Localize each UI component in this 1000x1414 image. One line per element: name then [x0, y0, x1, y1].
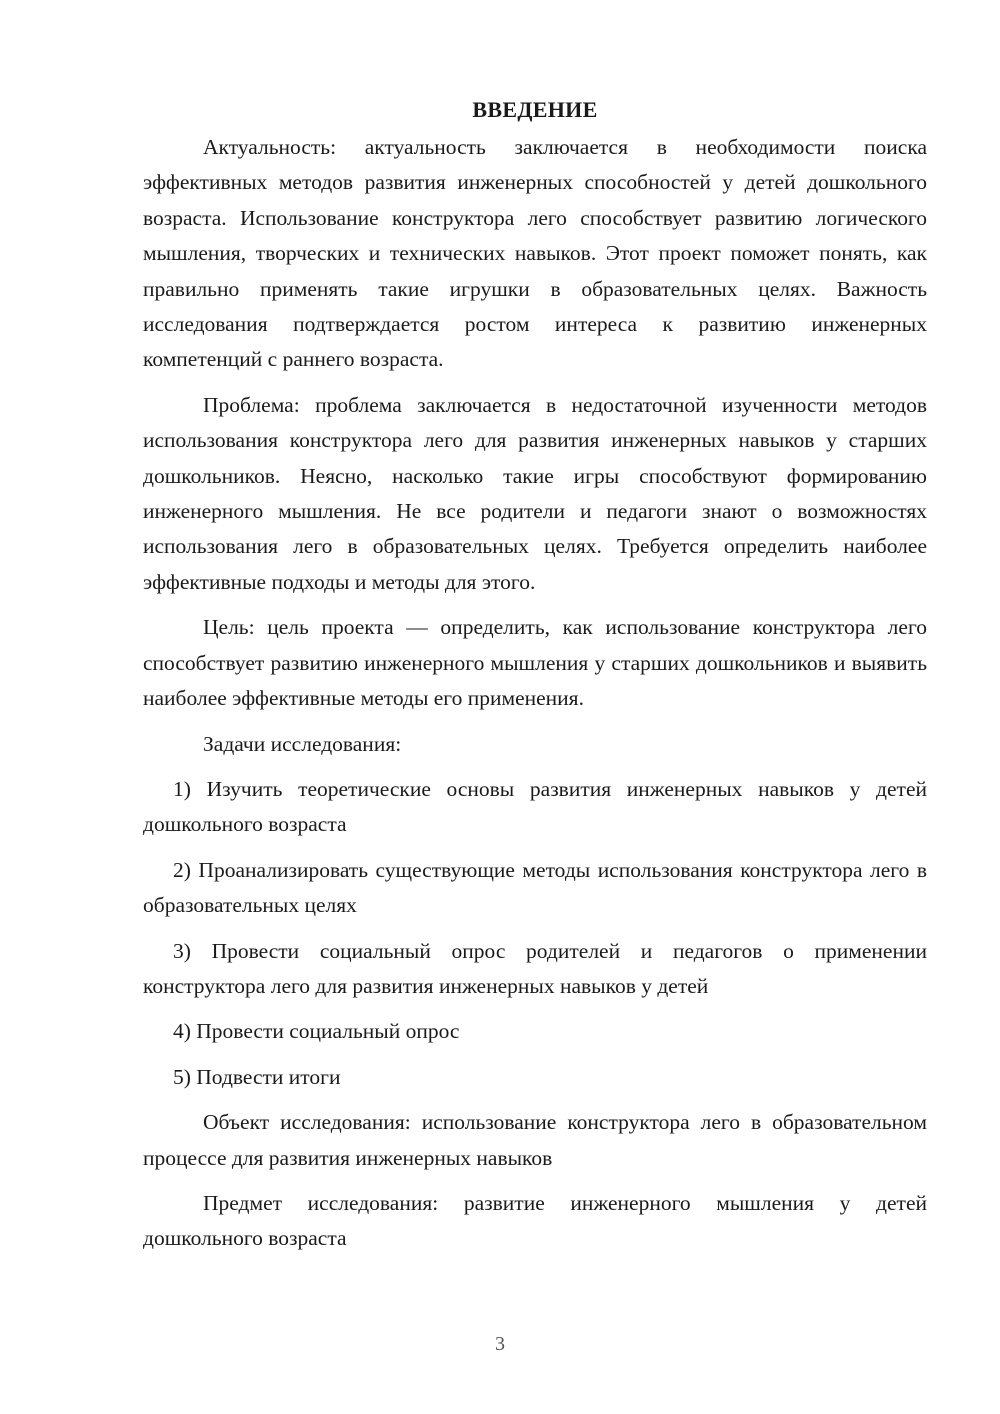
paragraph-research-subject: Предмет исследования: развитие инженерного мышления у детей дошкольного возраста — [143, 1190, 927, 1251]
task-item-2: 2) Проанализировать существующие методы использования конструктора лего в образовательных целях — [143, 857, 927, 918]
paragraph-tasks-heading: Задачи исследования: — [203, 731, 402, 756]
task-item-3: 3) Провести социальный опрос родителей и педагогов о применении конструктора лего для развития инженерных навыков у детей — [143, 938, 927, 998]
paragraph-research-object: Объект исследования: использование конструктора лего в образовательном процессе для развития инженерных навыков — [143, 1110, 927, 1170]
task-item-1: 1) Изучить теоретические основы развития инженерных навыков у детей дошкольного возраста — [143, 776, 927, 837]
task-item-5: 5) Подвести итоги — [173, 1064, 341, 1089]
task-item-4: 4) Провести социальный опрос — [173, 1019, 460, 1044]
page-title: ВВЕДЕНИЕ — [472, 97, 598, 122]
document-page — [143, 92, 927, 1267]
paragraph-goal: Цель: цель проекта — определить, как использование конструктора лего способствует развитию инженерного мышления у старших дошкольников и выявить наиболее эффективные методы его применения. — [143, 615, 927, 711]
paragraph-relevance: Актуальность: актуальность заключается в необходимости поиска эффективных методов развития инженерных способностей у детей дошкольного возраста. Использование конструктора лего способствует развитию логического мышления, творческих и технических навыков. Этот проект поможет понять, как правильно применять такие игрушки в образовательных целях. Важность исследования подтверждается ростом интереса к развитию инженерных компетенций с раннего возраста. — [143, 135, 927, 372]
paragraph-problem: Проблема: проблема заключается в недостаточной изученности методов использования конструктора лего для развития инженерных навыков у старших дошкольников. Неясно, насколько такие игры способствуют формированию инженерного мышления. Не все родители и педагоги знают о возможностях использования лего в образовательных целях. Требуется определить наиболее эффективные подходы и методы для этого. — [143, 392, 927, 594]
page-number: 3 — [495, 1333, 505, 1355]
